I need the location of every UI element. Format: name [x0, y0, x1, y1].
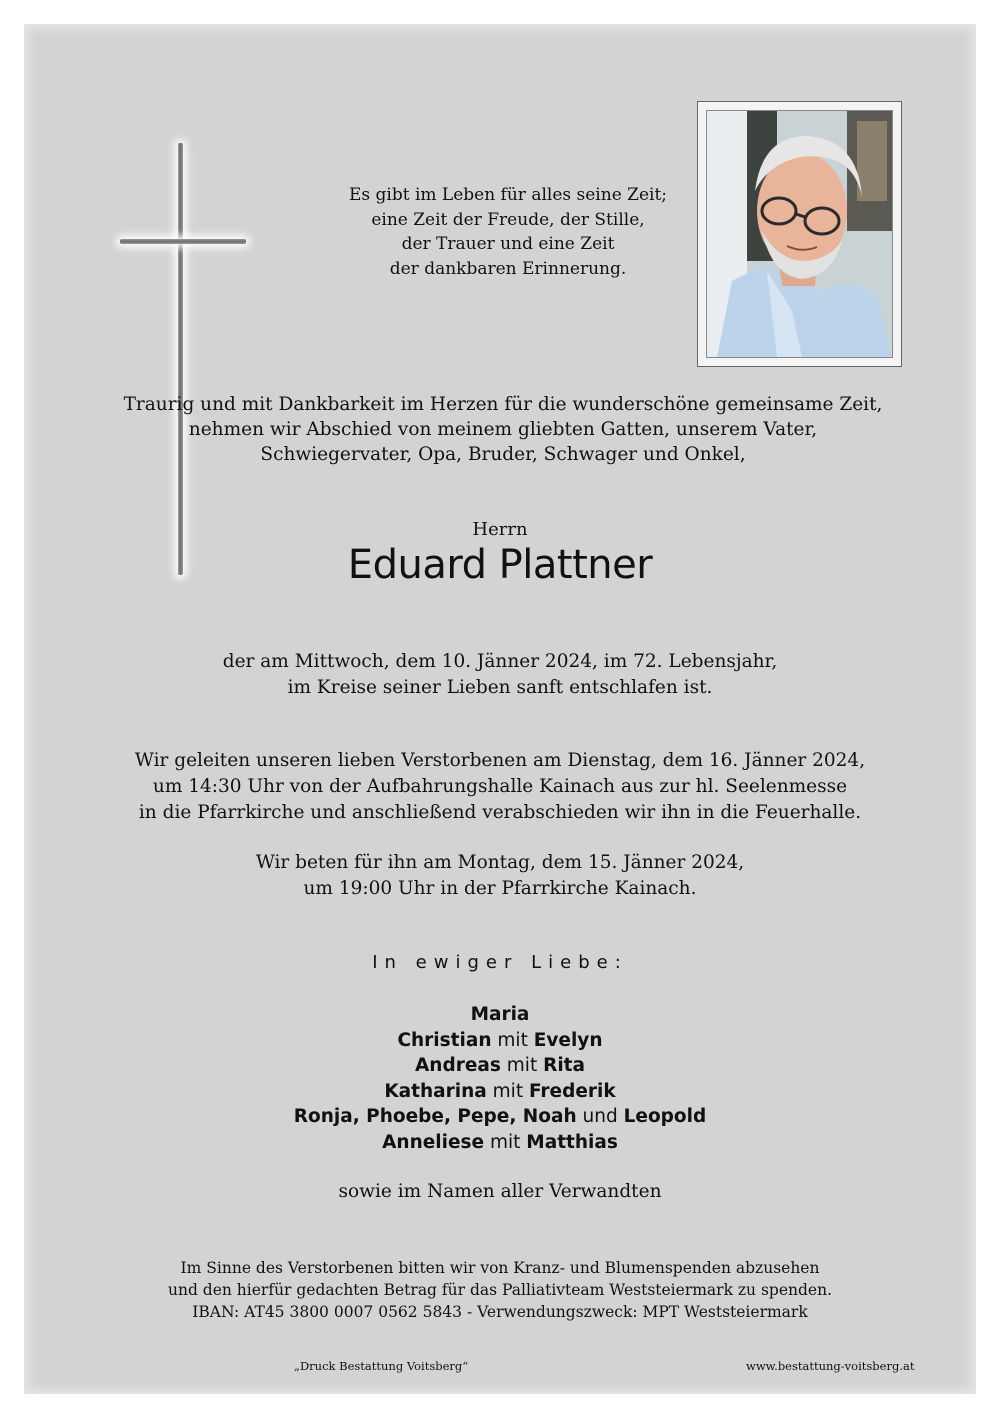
- family-list: [0, 1002, 1000, 1155]
- funeral-line: in die Pfarrkirche und anschließend verabschieden wir ihn in die Feuerhalle.: [138, 802, 862, 823]
- prayer-details: [0, 850, 1000, 902]
- donation-line: IBAN: AT45 3800 0007 0562 5843 - Verwendungszweck: MPT Weststeiermark: [192, 1303, 808, 1321]
- opening-quote: [8, 183, 1000, 282]
- family-line: Andreas mit Rita: [414, 1055, 586, 1076]
- family-line: Maria: [470, 1004, 530, 1025]
- funeral-details: [0, 748, 1000, 826]
- death-line: der am Mittwoch, dem 10. Jänner 2024, im 72. Lebensjahr,: [222, 651, 778, 672]
- death-line: im Kreise seiner Lieben sanft entschlafen ist.: [287, 676, 713, 698]
- prayer-line: Wir beten für ihn am Montag, dem 15. Jänner 2024,: [255, 852, 745, 873]
- quote-line: der dankbaren Erinnerung.: [389, 259, 627, 280]
- salutation: Herrn: [472, 519, 528, 540]
- website-link[interactable]: www.bestattung-voitsberg.at: [746, 1359, 915, 1373]
- quote-line: eine Zeit der Freude, der Stille,: [371, 209, 645, 230]
- intro-line: nehmen wir Abschied von meinem gliebten Gatten, unserem Vater,: [188, 419, 818, 440]
- death-notice: [0, 649, 1000, 700]
- printer-credit: „Druck Bestattung Voitsberg“: [294, 1359, 469, 1373]
- funeral-line: um 14:30 Uhr von der Aufbahrungshalle Kainach aus zur hl. Seelenmesse: [152, 776, 848, 797]
- quote-line: Es gibt im Leben für alles seine Zeit;: [348, 185, 668, 205]
- family-line: Christian mit Evelyn: [397, 1029, 603, 1051]
- prayer-line: um 19:00 Uhr in der Pfarrkirche Kainach.: [303, 878, 697, 899]
- funeral-line: Wir geleiten unseren lieben Verstorbenen am Dienstag, dem 16. Jänner 2024,: [134, 750, 866, 771]
- relatives-note: sowie im Namen aller Verwandten: [338, 1181, 662, 1202]
- donation-line: Im Sinne des Verstorbenen bitten wir von Kranz- und Blumenspenden abzusehen: [180, 1259, 820, 1277]
- family-line: Ronja, Phoebe, Pepe, Noah und Leopold: [293, 1106, 707, 1127]
- donation-note: [0, 1257, 1000, 1323]
- donation-line: und den hierfür gedachten Betrag für das Palliativteam Weststeiermark zu spenden.: [167, 1281, 833, 1299]
- love-heading: In ewiger Liebe:: [372, 952, 628, 973]
- intro-line: Schwiegervater, Opa, Bruder, Schwager und Onkel,: [260, 444, 746, 465]
- family-line: Katharina mit Frederik: [384, 1080, 616, 1102]
- quote-line: der Trauer und eine Zeit: [401, 234, 615, 255]
- intro-line: Traurig und mit Dankbarkeit im Herzen für die wunderschöne gemeinsame Zeit,: [123, 394, 883, 415]
- deceased-name: Eduard Plattner: [347, 542, 653, 588]
- intro-text: [3, 392, 1000, 467]
- family-line: Anneliese mit Matthias: [382, 1131, 618, 1153]
